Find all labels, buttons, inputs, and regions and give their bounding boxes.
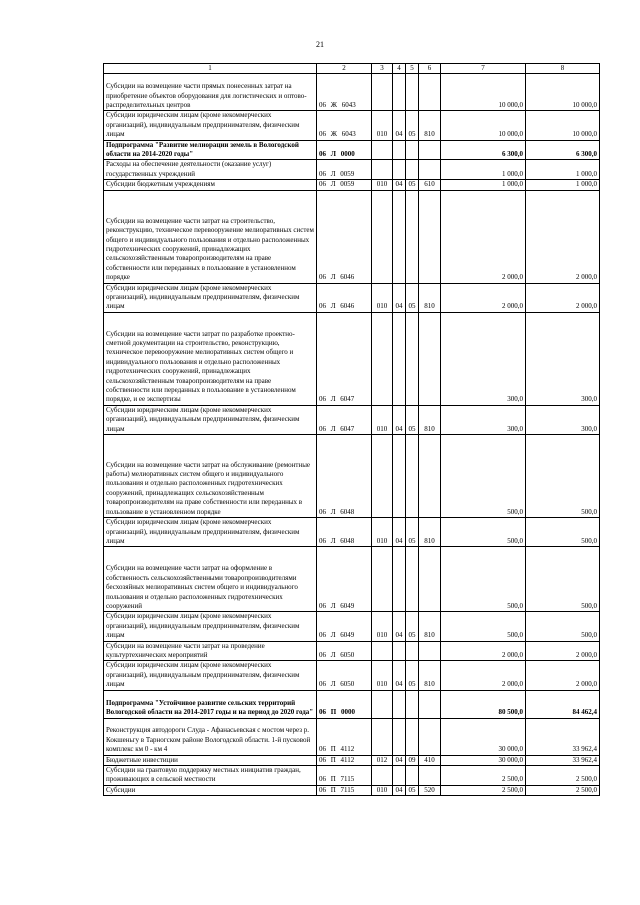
table-row <box>104 435 600 518</box>
header-cell: 2 <box>317 64 372 74</box>
table-row <box>104 612 600 641</box>
amount-cell: 2 500,0 <box>441 765 526 785</box>
budget-code-cell: 06 Л 0059 <box>317 160 372 180</box>
amount-cell: 500,0 <box>526 435 600 518</box>
row-name-cell: Субсидии бюджетным учреждениям <box>104 180 317 190</box>
amount-cell: 300,0 <box>441 312 526 405</box>
amount-cell: 2 000,0 <box>526 641 600 661</box>
row-name-cell: Субсидии юридическим лицам (кроме некоммерческих организаций), индивидуальным предпринимателям, физическим лицам <box>104 111 317 140</box>
ministry-code-cell <box>372 641 393 661</box>
amount-cell: 84 462,4 <box>526 690 600 718</box>
amount-cell: 300,0 <box>526 405 600 434</box>
budget-code-cell: 06 Ж 6043 <box>317 74 372 111</box>
amount-cell: 2 000,0 <box>526 190 600 283</box>
budget-code-cell: 06 Л 6049 <box>317 547 372 612</box>
ministry-code-cell <box>372 435 393 518</box>
subsection-cell: 05 <box>406 111 419 140</box>
budget-code-cell: 06 Л 6050 <box>317 641 372 661</box>
row-name-cell: Субсидии на грантовую поддержку местных инициатив граждан, проживающих в сельской местности <box>104 765 317 785</box>
page-number: 21 <box>316 40 324 49</box>
expense-type-cell <box>419 641 441 661</box>
header-cell: 8 <box>526 64 600 74</box>
section-cell: 04 <box>393 785 406 795</box>
subsection-cell: 05 <box>406 661 419 690</box>
amount-cell: 33 962,4 <box>526 718 600 755</box>
budget-code-cell: 06 Ж 6043 <box>317 111 372 140</box>
budget-code-cell: 06 Л 6050 <box>317 661 372 690</box>
section-cell: 04 <box>393 518 406 547</box>
amount-cell: 500,0 <box>441 612 526 641</box>
row-name-cell: Субсидии на возмещение части прямых понесенных затрат на приобретение объектов оборудования для логистических и оптово-распределительных центров <box>104 74 317 111</box>
table-row <box>104 74 600 111</box>
table-row <box>104 180 600 190</box>
amount-cell: 1 000,0 <box>441 160 526 180</box>
ministry-code-cell: 012 <box>372 755 393 765</box>
amount-cell: 80 500,0 <box>441 690 526 718</box>
expense-type-cell: 810 <box>419 111 441 140</box>
section-cell: 04 <box>393 111 406 140</box>
budget-code-cell: 06 П 4112 <box>317 755 372 765</box>
table-row <box>104 518 600 547</box>
amount-cell: 2 500,0 <box>441 785 526 795</box>
ministry-code-cell <box>372 690 393 718</box>
row-name-cell: Субсидии на возмещение части затрат на строительство, реконструкцию, техническое перевооружение мелиоративных систем общего и индивидуального пользования и отдельно расположенных гидротехнических сооружений, принадлежащих сельскохозяйственным товаропроизводителям на праве собственности или переданных в пользование в установленном порядке <box>104 190 317 283</box>
section-cell <box>393 718 406 755</box>
budget-code-cell: 06 П 7115 <box>317 785 372 795</box>
section-cell <box>393 765 406 785</box>
section-cell <box>393 190 406 283</box>
amount-cell: 2 000,0 <box>526 283 600 312</box>
ministry-code-cell: 010 <box>372 661 393 690</box>
section-cell <box>393 312 406 405</box>
ministry-code-cell: 010 <box>372 612 393 641</box>
table-row <box>104 661 600 690</box>
expense-type-cell <box>419 718 441 755</box>
row-name-cell: Субсидии на возмещение части затрат по разработке проектно-сметной документации на строительство, реконструкцию, техническое перевооружение мелиоративных систем общего и индивидуального пользования и отдельно расположенных гидротехнических сооружений, принадлежащих сельскохозяйственным товаропроизводителям на праве собственности или переданных в пользование в установленном порядке, и ее экспертизы <box>104 312 317 405</box>
table-header-row <box>104 64 600 74</box>
table-row <box>104 111 600 140</box>
section-cell <box>393 160 406 180</box>
ministry-code-cell <box>372 765 393 785</box>
table-row <box>104 160 600 180</box>
amount-cell: 500,0 <box>526 518 600 547</box>
budget-code-cell: 06 П 0000 <box>317 690 372 718</box>
expense-type-cell: 810 <box>419 612 441 641</box>
amount-cell: 30 000,0 <box>441 718 526 755</box>
row-name-cell: Субсидии юридическим лицам (кроме некоммерческих организаций), индивидуальным предпринимателям, физическим лицам <box>104 405 317 434</box>
header-cell: 6 <box>419 64 441 74</box>
section-cell <box>393 641 406 661</box>
expense-type-cell <box>419 690 441 718</box>
amount-cell: 500,0 <box>441 435 526 518</box>
ministry-code-cell: 010 <box>372 111 393 140</box>
row-name-cell: Субсидии на возмещение части затрат на обслуживание (ремонтные работы) мелиоративных систем общего и индивидуального пользования и отдельно расположенных гидротехнических сооружений, принадлежащих сельскохозяйственным товаропроизводителям на праве собственности или переданных в пользование в установленном порядке <box>104 435 317 518</box>
subsection-cell <box>406 718 419 755</box>
subsection-cell: 05 <box>406 785 419 795</box>
amount-cell: 2 000,0 <box>441 190 526 283</box>
subsection-cell <box>406 547 419 612</box>
header-cell: 5 <box>406 64 419 74</box>
header-cell: 1 <box>104 64 317 74</box>
section-cell: 04 <box>393 661 406 690</box>
expense-type-cell <box>419 312 441 405</box>
table-row <box>104 312 600 405</box>
section-cell: 04 <box>393 612 406 641</box>
section-cell <box>393 547 406 612</box>
expense-type-cell: 810 <box>419 405 441 434</box>
amount-cell: 2 000,0 <box>441 641 526 661</box>
amount-cell: 10 000,0 <box>441 74 526 111</box>
section-cell <box>393 74 406 111</box>
section-cell: 04 <box>393 755 406 765</box>
amount-cell: 1 000,0 <box>526 160 600 180</box>
subsection-cell: 05 <box>406 180 419 190</box>
section-cell <box>393 435 406 518</box>
budget-code-cell: 06 Л 0059 <box>317 180 372 190</box>
amount-cell: 300,0 <box>526 312 600 405</box>
amount-cell: 500,0 <box>526 612 600 641</box>
ministry-code-cell <box>372 547 393 612</box>
subsection-cell <box>406 641 419 661</box>
section-cell <box>393 690 406 718</box>
table-row <box>104 140 600 160</box>
row-name-cell: Субсидии <box>104 785 317 795</box>
ministry-code-cell: 010 <box>372 283 393 312</box>
subsection-cell: 05 <box>406 283 419 312</box>
amount-cell: 2 000,0 <box>441 283 526 312</box>
budget-code-cell: 06 Л 6049 <box>317 612 372 641</box>
header-cell: 4 <box>393 64 406 74</box>
row-name-cell: Субсидии юридическим лицам (кроме некоммерческих организаций), индивидуальным предпринимателям, физическим лицам <box>104 518 317 547</box>
expense-type-cell <box>419 160 441 180</box>
table-row <box>104 755 600 765</box>
amount-cell: 2 000,0 <box>441 661 526 690</box>
subsection-cell <box>406 190 419 283</box>
row-name-cell: Субсидии юридическим лицам (кроме некоммерческих организаций), индивидуальным предпринимателям, физическим лицам <box>104 283 317 312</box>
amount-cell: 1 000,0 <box>526 180 600 190</box>
ministry-code-cell <box>372 74 393 111</box>
row-name-cell: Субсидии юридическим лицам (кроме некоммерческих организаций), индивидуальным предпринимателям, физическим лицам <box>104 612 317 641</box>
table-row <box>104 190 600 283</box>
ministry-code-cell <box>372 312 393 405</box>
expense-type-cell <box>419 140 441 160</box>
amount-cell: 10 000,0 <box>441 111 526 140</box>
amount-cell: 10 000,0 <box>526 111 600 140</box>
subsection-cell: 05 <box>406 612 419 641</box>
amount-cell: 6 300,0 <box>441 140 526 160</box>
subsection-cell: 09 <box>406 755 419 765</box>
section-cell: 04 <box>393 180 406 190</box>
ministry-code-cell: 010 <box>372 405 393 434</box>
ministry-code-cell <box>372 160 393 180</box>
section-cell <box>393 140 406 160</box>
row-name-cell: Реконструкция автодороги Слуда - Афанасьевская с мостом через р. Кокшеньгу в Тарногском районе Вологодской области. 1-й пусковой комплекс км 0 - км 4 <box>104 718 317 755</box>
expense-type-cell: 810 <box>419 661 441 690</box>
ministry-code-cell <box>372 718 393 755</box>
subsection-cell: 05 <box>406 518 419 547</box>
budget-code-cell: 06 Л 6046 <box>317 190 372 283</box>
budget-code-cell: 06 Л 6048 <box>317 435 372 518</box>
budget-code-cell: 06 Л 6047 <box>317 405 372 434</box>
budget-table <box>103 63 600 796</box>
subsection-cell <box>406 690 419 718</box>
budget-code-cell: 06 Л 6048 <box>317 518 372 547</box>
row-name-cell: Субсидии на возмещение части затрат на оформление в собственность сельскохозяйственными товаропроизводителями бесхозяйных мелиоративных систем общего и индивидуального пользования и отдельно расположенных гидротехнических сооружений <box>104 547 317 612</box>
budget-code-cell: 06 Л 6047 <box>317 312 372 405</box>
expense-type-cell <box>419 547 441 612</box>
ministry-code-cell: 010 <box>372 518 393 547</box>
amount-cell: 30 000,0 <box>441 755 526 765</box>
ministry-code-cell: 010 <box>372 785 393 795</box>
expense-type-cell: 810 <box>419 283 441 312</box>
row-name-cell: Субсидии на возмещение части затрат на проведение культуртехнических мероприятий <box>104 641 317 661</box>
subsection-cell <box>406 140 419 160</box>
subsection-cell <box>406 160 419 180</box>
subsection-cell <box>406 74 419 111</box>
expense-type-cell: 610 <box>419 180 441 190</box>
table-row <box>104 765 600 785</box>
row-name-cell: Субсидии юридическим лицам (кроме некоммерческих организаций), индивидуальным предпринимателям, физическим лицам <box>104 661 317 690</box>
ministry-code-cell <box>372 190 393 283</box>
amount-cell: 2 500,0 <box>526 785 600 795</box>
ministry-code-cell <box>372 140 393 160</box>
table-row <box>104 785 600 795</box>
row-name-cell: Подпрограмма "Развитие мелиорации земель в Вологодской области на 2014-2020 годы" <box>104 140 317 160</box>
table-row <box>104 547 600 612</box>
table-row <box>104 283 600 312</box>
amount-cell: 2 500,0 <box>526 765 600 785</box>
expense-type-cell <box>419 765 441 785</box>
expense-type-cell <box>419 74 441 111</box>
budget-code-cell: 06 П 7115 <box>317 765 372 785</box>
table-row <box>104 690 600 718</box>
ministry-code-cell: 010 <box>372 180 393 190</box>
row-name-cell: Расходы на обеспечение деятельности (оказание услуг) государственных учреждений <box>104 160 317 180</box>
expense-type-cell: 410 <box>419 755 441 765</box>
amount-cell: 1 000,0 <box>441 180 526 190</box>
amount-cell: 500,0 <box>526 547 600 612</box>
amount-cell: 10 000,0 <box>526 74 600 111</box>
amount-cell: 500,0 <box>441 518 526 547</box>
table-row <box>104 405 600 434</box>
budget-code-cell: 06 П 4112 <box>317 718 372 755</box>
header-cell: 3 <box>372 64 393 74</box>
budget-code-cell: 06 Л 6046 <box>317 283 372 312</box>
expense-type-cell <box>419 435 441 518</box>
header-cell: 7 <box>441 64 526 74</box>
amount-cell: 300,0 <box>441 405 526 434</box>
amount-cell: 33 962,4 <box>526 755 600 765</box>
expense-type-cell: 810 <box>419 518 441 547</box>
budget-code-cell: 06 Л 0000 <box>317 140 372 160</box>
subsection-cell <box>406 435 419 518</box>
expense-type-cell <box>419 190 441 283</box>
row-name-cell: Бюджетные инвестиции <box>104 755 317 765</box>
subsection-cell: 05 <box>406 405 419 434</box>
row-name-cell: Подпрограмма "Устойчивое развитие сельских территорий Вологодской области на 2014-2017 годы и на период до 2020 года" <box>104 690 317 718</box>
amount-cell: 6 300,0 <box>526 140 600 160</box>
table-row <box>104 718 600 755</box>
expense-type-cell: 520 <box>419 785 441 795</box>
table-row <box>104 641 600 661</box>
section-cell: 04 <box>393 405 406 434</box>
section-cell: 04 <box>393 283 406 312</box>
amount-cell: 500,0 <box>441 547 526 612</box>
subsection-cell <box>406 765 419 785</box>
subsection-cell <box>406 312 419 405</box>
amount-cell: 2 000,0 <box>526 661 600 690</box>
